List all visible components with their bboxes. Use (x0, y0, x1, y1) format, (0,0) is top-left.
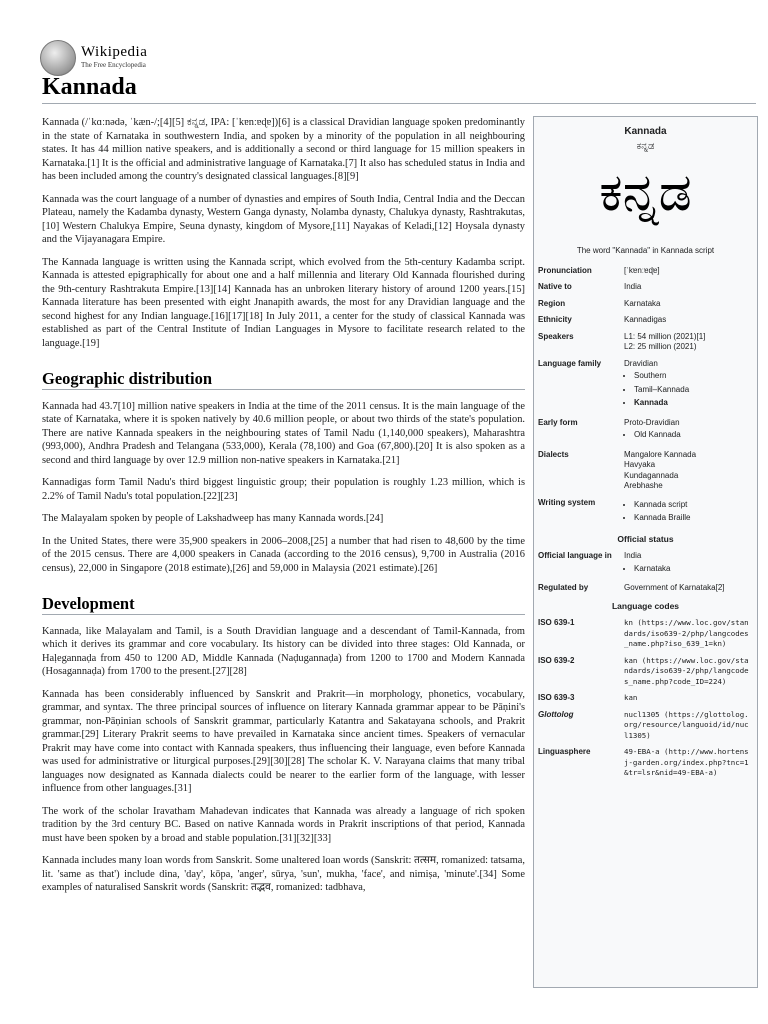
row-iso-639-3 (534, 690, 757, 707)
family-southern[interactable]: • Southern (634, 371, 753, 382)
page-title: Kannada (42, 74, 137, 100)
label-iso-639-2[interactable]: ISO 639-2 (538, 655, 575, 665)
value-writing-system (624, 498, 753, 527)
label-iso-639-3[interactable]: ISO 639-3 (538, 693, 575, 702)
value-early-form (624, 418, 753, 444)
label-linguasphere[interactable]: Linguasphere (538, 747, 591, 756)
intro-paragraph-2: Kannada was the court language of a number of dynasties and empires of South India, Central India and the Deccan Plateau, namely the Kadamba dynasty, Western Ganga dynasty, Nolamba dynasty, Chalukya dynasty, Rashtrakutas,[10] Western Chalukya Empire, Seuna dynasty, kingdom of Mysore,[11] Nayakas of Keladi,[12] Hoysala dynasty and the Vijayanagara Empire. (42, 193, 525, 245)
language-codes-header: Language codes (611, 600, 680, 611)
value-linguasphere[interactable]: 49-EBA-a (http://www.hortensj-garden.org/index.php?tnc=1&tr=lsr&nid=49-EBA-a) (624, 747, 749, 777)
writing-kannada-script[interactable]: • Kannada script (634, 500, 753, 511)
value-pronunciation[interactable]: [ˈkɐnːɐɖɐ] (624, 265, 660, 275)
section-heading-development: Development (42, 597, 525, 615)
wikipedia-tagline: The Free Encyclopedia (81, 61, 146, 69)
label-early-form: Early form (538, 417, 578, 427)
title-divider (42, 103, 756, 104)
infobox-title: Kannada (624, 126, 667, 137)
row-ethnicity (534, 312, 757, 329)
label-dialects: Dialects (538, 449, 569, 459)
label-speakers: Speakers (538, 331, 574, 341)
row-iso-639-1 (534, 615, 757, 653)
dev-paragraph-2: Kannada has been considerably influenced by Sanskrit and Prakrit—in morphology, phonetics, vocabulary, grammar, and syntax. The three principal sources of influence on literary Kannada grammar appear to be Pāṇini's grammar, non-Pāṇinian schools of Sanskrit grammar, particularly Katantra and Sakatayana schools, and Prakrit grammar.[29] Literary Prakrit seems to have prevailed in Karnataka since ancient times. Speakers of vernacular Prakrit may have come into contact with Kannada speakers, thus influencing their language, even before Kannada was used for administrative or liturgical purposes.[29][30][28] The scholar K. V. Narayana claims that many tribal languages now designated as Kannada dialects could be nearer to the earlier form of the language, with lesser influence from other languages.[31] (42, 688, 525, 794)
label-regulated-by: Regulated by (538, 583, 589, 592)
dialect-mangalore[interactable]: Mangalore Kannada (624, 449, 697, 459)
wikipedia-globe-icon[interactable] (40, 40, 76, 76)
row-glottolog (534, 707, 757, 745)
section-heading-geographic: Geographic distribution (42, 372, 525, 390)
family-kannada: • Kannada (634, 398, 753, 409)
dev-paragraph-1: Kannada, like Malayalam and Tamil, is a South Dravidian language and a descendant of Tamil-Kannada, from which it derives its grammar and core vocabulary. Its history can be divided into three stages: Old Kannada, or Haḷegannaḍa from 450 to 1200 AD, Middle Kannada (Naḍugannaḍa) from 1200 to 1700 and Modern Kannada (Hosagannaḍa) from 1700 to the present.[27][28] (42, 625, 525, 677)
row-region (534, 296, 757, 313)
dialect-arebhashe[interactable]: Arebhashe (624, 481, 663, 490)
value-language-family (624, 359, 753, 412)
label-iso-639-1[interactable]: ISO 639-1 (538, 618, 575, 627)
row-iso-639-2 (534, 653, 757, 691)
label-pronunciation: Pronunciation (538, 265, 592, 275)
value-iso-639-3[interactable]: kan (624, 693, 638, 702)
dev-paragraph-3: The work of the scholar Iravatham Mahadevan indicates that Kannada was already a language of rich spoken tradition by the 3rd century BC. Based on native Kannada words in Prakrit inscriptions of that period, Kannada must have been spoken by a broad and stable population.[31][32][33] (42, 805, 525, 844)
value-native-to[interactable]: India (624, 282, 642, 291)
value-ethnicity[interactable]: Kannadigas (624, 315, 667, 324)
row-writing-system (534, 495, 757, 530)
value-dialects (624, 450, 753, 492)
label-glottolog[interactable]: Glottolog (538, 709, 574, 719)
row-linguasphere (534, 744, 757, 782)
early-old-kannada[interactable]: • Old Kannada (634, 430, 753, 441)
label-native-to: Native to (538, 282, 572, 291)
value-iso-639-2[interactable]: kan (https://www.loc.gov/standards/iso639-2/php/langcodes_name.php?code_ID=224) (624, 655, 749, 686)
infobox (533, 116, 758, 988)
article-body (42, 116, 525, 904)
label-official-language: Official language in (538, 551, 612, 560)
value-regulated-by[interactable]: Government of Karnataka[2] (624, 583, 725, 592)
intro-paragraph-1: Kannada (/ˈkɑːnədə, ˈkæn-/;[4][5] ಕನ್ನಡ, IPA: [ˈkɐnːɐɖɐ])[6] is a classical Dravidian language spoken predominantly in the state of Karnataka in southwestern India, and spoken by a minority of the population in all neighbouring states. It has 44 million native speakers, and is additionally a second or third language for 15 million speakers in Karnataka.[1] It is the official and administrative language of Karnataka.[7] It also has scheduled status in India and has been included among the country's designated classical languages.[8][9] (42, 117, 525, 182)
label-writing-system: Writing system (538, 497, 596, 507)
value-glottolog[interactable]: nucl1305 (https://glottolog.org/resource/languoid/id/nucl1305) (624, 709, 749, 740)
official-status-header: Official status (617, 533, 674, 544)
writing-kannada-braille[interactable]: • Kannada Braille (634, 513, 753, 524)
value-official-language (624, 551, 753, 577)
intro-paragraph-3: The Kannada language is written using the Kannada script, which evolved from the 5th-century Kadamba script. Kannada is attested epigraphically for about one and a half millennia and literary Old Kannada flourished during the 9th-century Rashtrakuta Empire.[13][14] Kannada has an unbroken literary history of around 1200 years.[15] Kannada literature has been presented with eight Jnanapith awards, the most for any Dravidian language and the second highest for any Indian language.[16][17][18] In July 2011, a center for the study of classical Kannada was established as part of the Central Institute of Indian Languages in Mysore to facilitate research related to the language.[19] (42, 256, 525, 349)
value-speakers (624, 332, 753, 353)
row-speakers (534, 329, 757, 356)
official-karnataka[interactable]: • Karnataka (634, 564, 753, 575)
label-ethnicity: Ethnicity (538, 315, 572, 324)
dialect-havyaka[interactable]: Havyaka (624, 460, 656, 469)
row-official-language (534, 548, 757, 580)
value-region[interactable]: Karnataka (624, 298, 661, 308)
early-proto-dravidian[interactable]: Proto-Dravidian (624, 417, 680, 427)
infobox-caption: The word "Kannada" in Kannada script (576, 246, 715, 255)
dialect-kundagannada[interactable]: Kundagannada (624, 470, 679, 480)
family-dravidian[interactable]: Dravidian (624, 358, 658, 368)
speakers-l1: L1: 54 million (2021)[1] (624, 331, 706, 341)
row-early-form (534, 415, 757, 447)
wikipedia-wordmark[interactable]: Wikipedia (81, 44, 148, 60)
kannada-script-image[interactable]: ಕನ್ನಡ (599, 163, 692, 223)
row-native-to (534, 279, 757, 296)
dev-paragraph-4: Kannada includes many loan words from Sanskrit. Some unaltered loan words (Sanskrit: तत्सम, romanized: tatsama, lit. 'same as that') include dina, 'day', kōpa, 'anger', sūrya, 'sun', mukha, 'face', and nimiṣa, 'minute'.[34] Some examples of naturalised Sanskrit words (Sanskrit: तद्भव, romanized: tadbhava, (42, 855, 525, 893)
row-dialects (534, 447, 757, 495)
geo-paragraph-2: Kannadigas form Tamil Nadu's third biggest linguistic group; their population is roughly 1.23 million, which is 2.2% of Tamil Nadu's total population.[22][23] (42, 477, 525, 502)
geo-paragraph-1: Kannada had 43.7[10] million native speakers in India at the time of the 2011 census. It is the main language of the state of Karnataka, where it is spoken natively by 40.6 million people, or about two thirds of the state's population. There are native Kannada speakers in the neighbouring states of Tamil Nadu (1,140,000 speakers), Maharashtra (993,000), Andhra Pradesh and Telangana (533,000), Kerala (78,100) and Goa (67,800).[20] It is also spoken as a second and third language by over 12.9 million non-native speakers in Karnataka.[21] (42, 400, 525, 466)
label-language-family: Language family (538, 358, 602, 368)
row-language-family (534, 356, 757, 415)
geo-paragraph-4: In the United States, there were 35,900 speakers in 2006–2008,[25] a number that had risen to 48,600 by the time of the 2015 census. There are 4,000 speakers in Canada (according to the 2016 census), 9,700 in Australia (2016 census), 22,000 in Singapore (2018 estimate),[26] and 59,000 in Malaysia (2021 estimate).[26] (42, 535, 525, 574)
row-regulated-by (534, 580, 757, 597)
label-region: Region (538, 298, 566, 308)
speakers-l2: L2: 25 million (2021) (624, 342, 697, 351)
row-pronunciation (534, 263, 757, 280)
value-iso-639-1[interactable]: kn (https://www.loc.gov/standards/iso639-2/php/langcodes_name.php?iso_639_1=kn) (624, 618, 749, 648)
infobox-native-name: ಕನ್ನಡ (636, 140, 655, 152)
official-india[interactable]: India (624, 551, 642, 560)
family-tamil-kannada[interactable]: • Tamil–Kannada (634, 385, 753, 396)
geo-paragraph-3: The Malayalam spoken by people of Lakshadweep has many Kannada words.[24] (42, 513, 384, 524)
